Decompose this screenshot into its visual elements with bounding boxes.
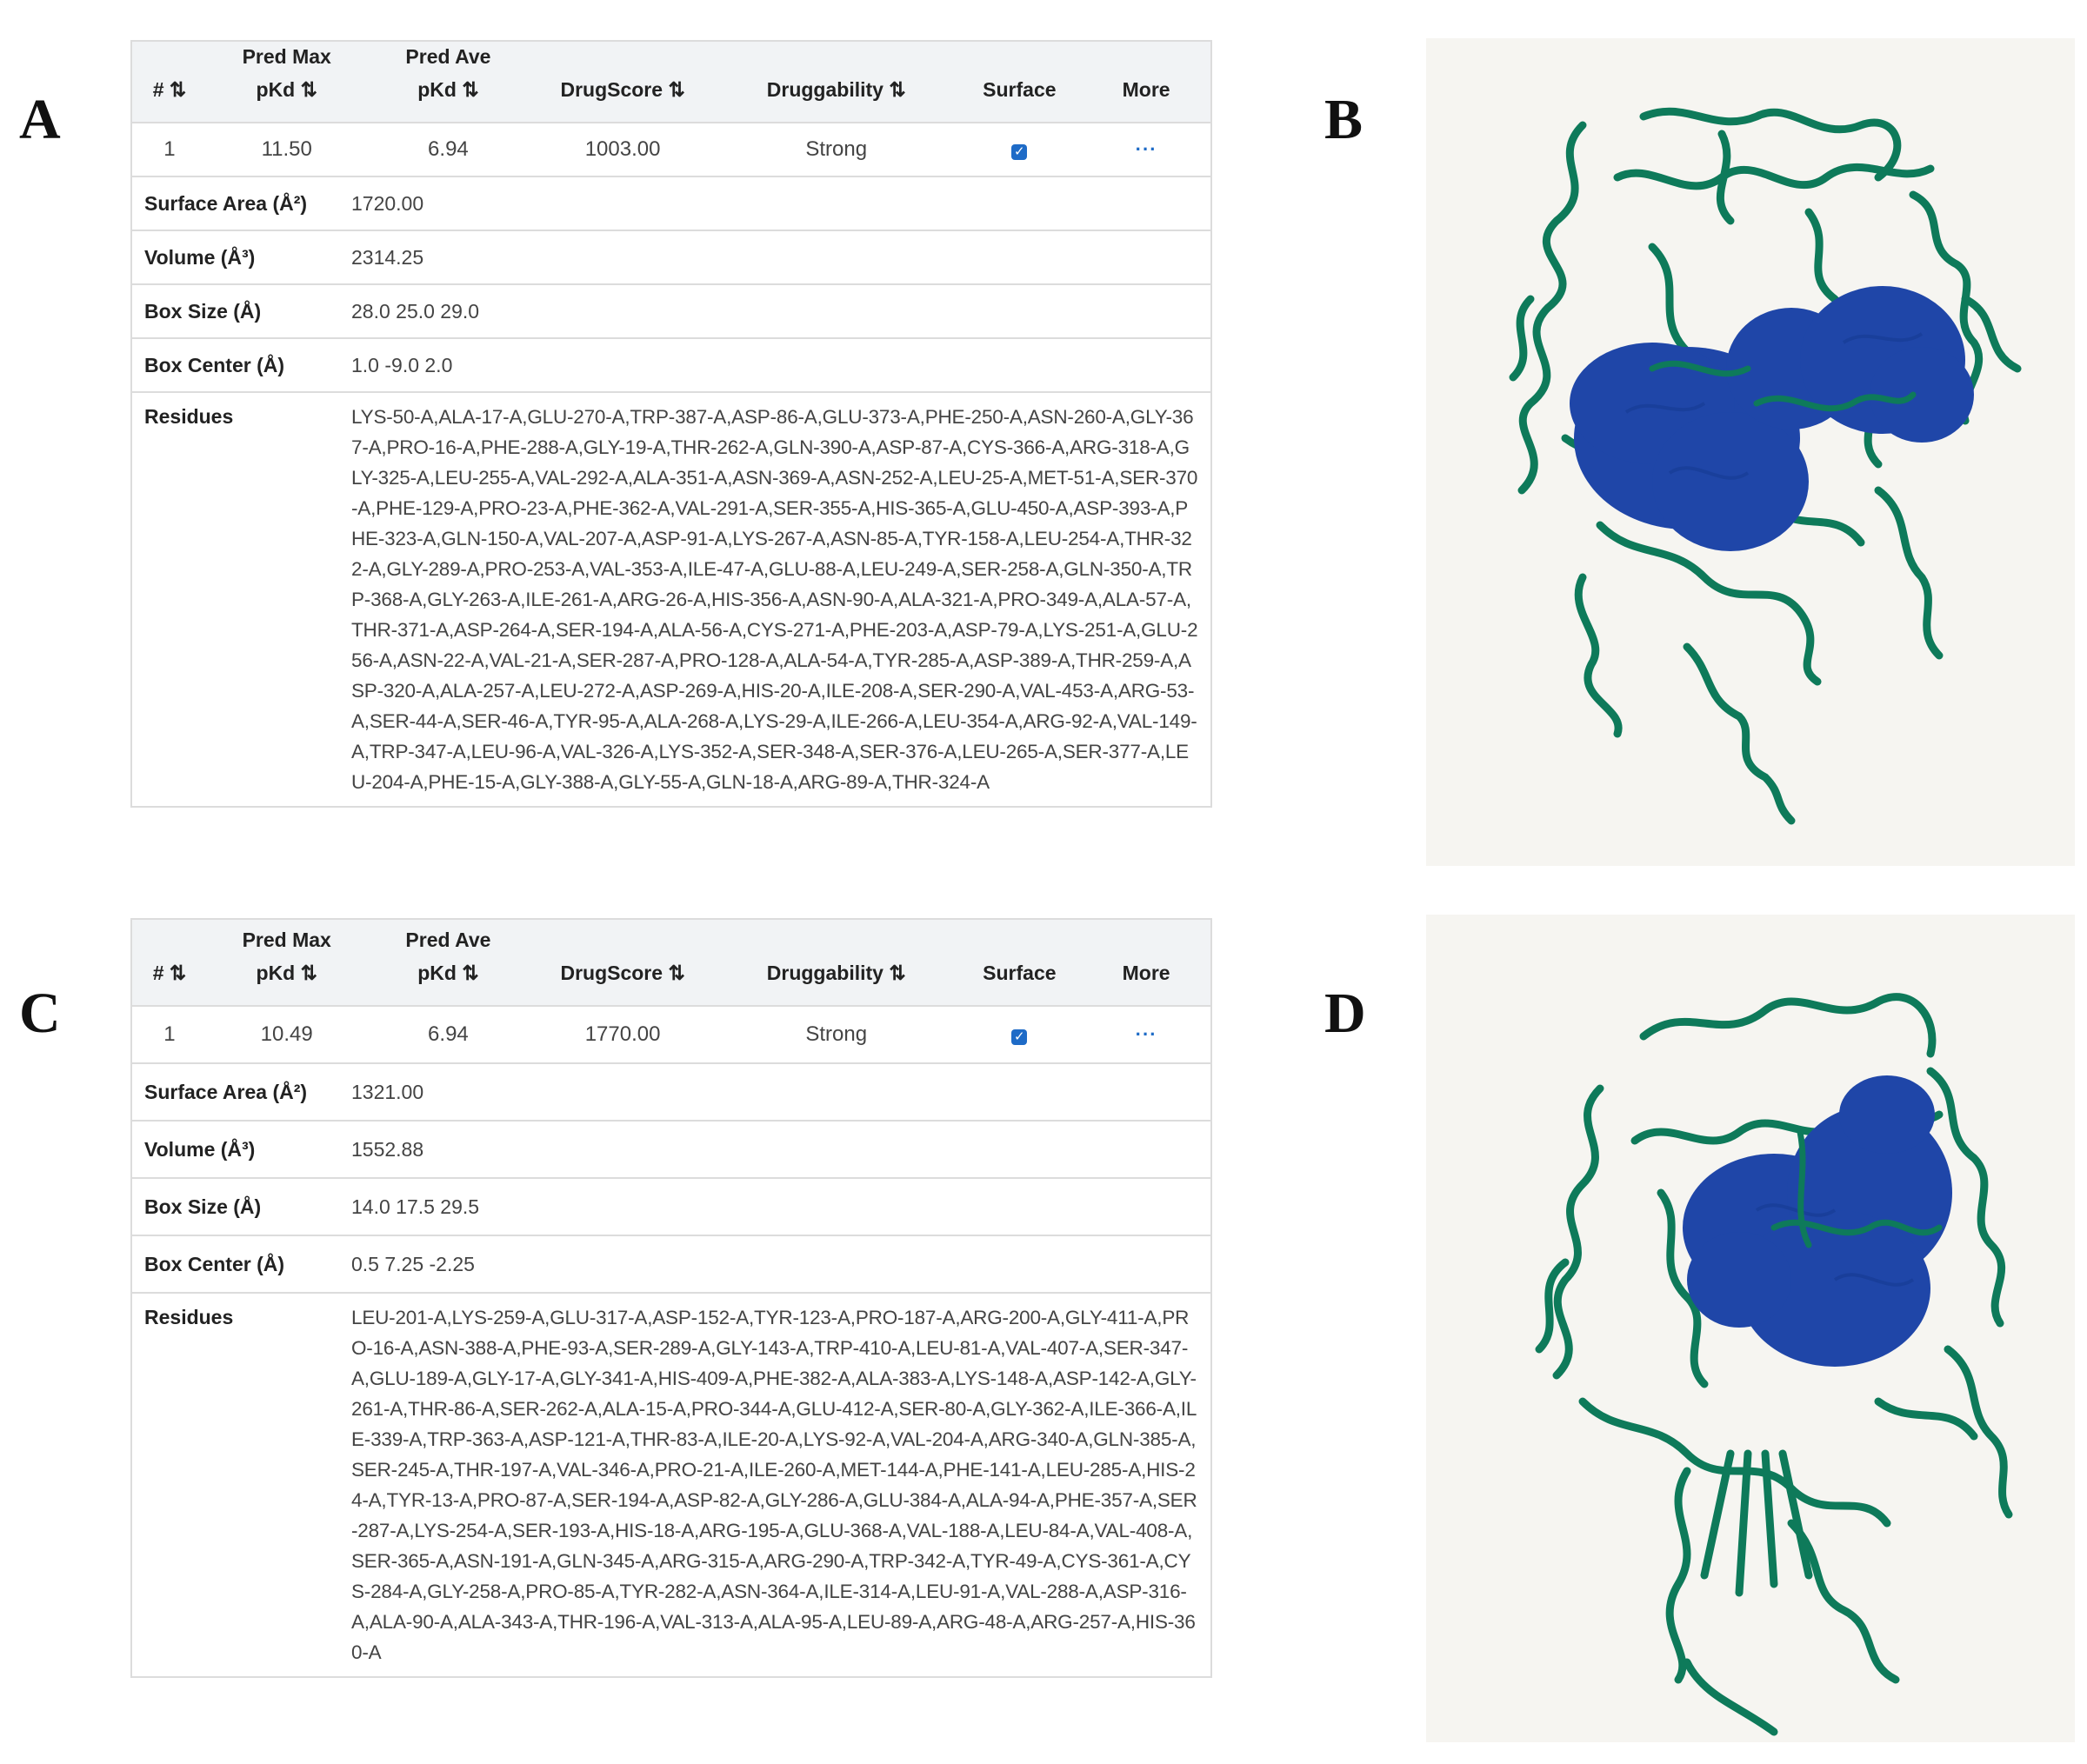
surface-area-value: 1720.00: [351, 191, 424, 215]
druggability-value: Strong: [805, 1022, 868, 1046]
surface-checkbox[interactable]: ✓: [1011, 1029, 1027, 1045]
panel-label-c: C: [19, 982, 61, 1045]
sort-pred-ave-header[interactable]: Pred Ave pKd ⇅: [405, 45, 491, 101]
more-button[interactable]: ···: [1135, 138, 1157, 160]
protein-viewer-d[interactable]: [1426, 915, 2075, 1742]
box-center-label: Box Center (Å): [144, 1252, 285, 1275]
box-center-value: 0.5 7.25 -2.25: [351, 1252, 475, 1275]
pocket-number: 1: [163, 137, 176, 161]
pocket-number: 1: [163, 1022, 176, 1046]
surface-checkbox[interactable]: ✓: [1011, 144, 1027, 160]
surface-area-label: Surface Area (Å²): [144, 191, 308, 215]
detail-row: [132, 339, 1210, 393]
box-size-label: Box Size (Å): [144, 1195, 262, 1218]
volume-value: 2314.25: [351, 245, 424, 269]
more-button[interactable]: ···: [1135, 1023, 1157, 1045]
sort-pred-max-header[interactable]: Pred Max pKd ⇅: [242, 45, 331, 101]
detail-row: [132, 393, 1210, 806]
pred-max-value: 10.49: [260, 1022, 313, 1046]
pocket-card-a: [130, 40, 1212, 808]
sort-drugscore-header[interactable]: DrugScore ⇅: [560, 78, 685, 101]
panel-label-d: D: [1324, 982, 1366, 1045]
sort-pred-max-header[interactable]: Pred Max pKd ⇅: [242, 929, 331, 984]
panel-label-a: A: [19, 88, 61, 151]
detail-row: [132, 1236, 1210, 1294]
box-center-value: 1.0 -9.0 2.0: [351, 353, 453, 376]
table-header: [132, 42, 1210, 123]
surface-area-value: 1321.00: [351, 1080, 424, 1103]
detail-row: [132, 1064, 1210, 1122]
drugscore-value: 1770.00: [584, 1022, 661, 1046]
volume-value: 1552.88: [351, 1137, 424, 1161]
protein-structure-d: [1426, 915, 2075, 1742]
protein-viewer-b[interactable]: [1426, 38, 2075, 866]
sort-drugscore-header[interactable]: DrugScore ⇅: [560, 962, 685, 984]
residues-value: LYS-50-A,ALA-17-A,GLU-270-A,TRP-387-A,ASP-86-A,GLU-373-A,PHE-250-A,ASN-260-A,GLY-367-A,PRO-16-A,PHE-288-A,GLY-19-A,THR-262-A,GLN-390-A,ASP-87-A,CYS-366-A,ARG-318-A,GLY-325-A,LEU-255-A,VAL-292-A,ALA-351-A,ASN-369-A,ASN-252-A,LEU-25-A,MET-51-A,SER-370-A,PHE-129-A,PRO-23-A,PHE-362-A,VAL-291-A,SER-355-A,HIS-365-A,GLU-450-A,ASP-393-A,PHE-323-A,GLN-150-A,VAL-207-A,ASP-91-A,LYS-267-A,ASN-85-A,TYR-158-A,LEU-254-A,THR-322-A,GLY-289-A,PRO-253-A,VAL-353-A,ILE-47-A,GLU-88-A,LEU-249-A,SER-258-A,GLN-350-A,TRP-368-A,GLY-263-A,ILE-261-A,ARG-26-A,HIS-356-A,ASN-90-A,ALA-321-A,PRO-349-A,ALA-57-A,THR-371-A,ASP-264-A,SER-194-A,ALA-56-A,CYS-271-A,PHE-203-A,ASP-79-A,LYS-251-A,GLU-256-A,ASN-22-A,VAL-21-A,SER-287-A,PRO-128-A,ALA-54-A,TYR-285-A,ASP-389-A,THR-259-A,ASP-320-A,ALA-257-A,LEU-272-A,ASP-269-A,HIS-20-A,ILE-208-A,SER-290-A,VAL-453-A,ARG-53-A,SER-44-A,SER-46-A,TYR-95-A,ALA-268-A,LYS-29-A,ILE-266-A,LEU-354-A,ARG-92-A,VAL-149-A,TRP-347-A,LEU-96-A,VAL-326-A,LYS-352-A,SER-348-A,SER-376-A,LEU-265-A,SER-377-A,LEU-204-A,PHE-15-A,GLY-388-A,GLY-55-A,GLN-18-A,ARG-89-A,THR-324-A: [351, 406, 1198, 793]
table-header: [132, 920, 1210, 1007]
detail-row: [132, 1122, 1210, 1179]
surface-area-label: Surface Area (Å²): [144, 1080, 308, 1103]
more-header: More: [1122, 78, 1170, 101]
pred-ave-value: 6.94: [428, 1022, 469, 1046]
pred-max-value: 11.50: [261, 137, 312, 161]
table-row: [132, 1007, 1210, 1064]
surface-header: Surface: [983, 78, 1057, 101]
druggability-value: Strong: [805, 137, 868, 161]
panel-label-b: B: [1324, 88, 1364, 151]
detail-row: [132, 285, 1210, 339]
sort-druggability-header[interactable]: Druggability ⇅: [766, 962, 906, 984]
detail-row: [132, 231, 1210, 285]
sort-num-header[interactable]: # ⇅: [152, 962, 187, 984]
volume-label: Volume (Å³): [144, 245, 256, 269]
drugscore-value: 1003.00: [584, 137, 661, 161]
table-row: [132, 123, 1210, 177]
residues-value: LEU-201-A,LYS-259-A,GLU-317-A,ASP-152-A,TYR-123-A,PRO-187-A,ARG-200-A,GLY-411-A,PRO-16-A,ASN-388-A,PHE-93-A,SER-289-A,GLY-143-A,TRP-410-A,LEU-81-A,VAL-407-A,SER-347-A,GLU-189-A,GLY-17-A,GLY-341-A,HIS-409-A,PHE-382-A,ALA-383-A,LYS-148-A,ASP-142-A,GLY-261-A,THR-86-A,SER-262-A,ALA-15-A,PRO-344-A,GLU-412-A,SER-80-A,GLY-362-A,ILE-366-A,ILE-339-A,TRP-363-A,ASP-121-A,THR-83-A,ILE-20-A,LYS-92-A,VAL-204-A,ARG-340-A,GLN-385-A,SER-245-A,THR-197-A,VAL-346-A,PRO-21-A,ILE-260-A,MET-144-A,PHE-141-A,LEU-285-A,HIS-24-A,TYR-13-A,PRO-87-A,SER-194-A,ASP-82-A,GLY-286-A,GLU-384-A,ALA-94-A,PHE-357-A,SER-287-A,LYS-254-A,SER-193-A,HIS-18-A,ARG-195-A,GLU-368-A,VAL-188-A,LEU-84-A,VAL-408-A,SER-365-A,ASN-191-A,GLN-345-A,ARG-315-A,ARG-290-A,TRP-342-A,TYR-49-A,CYS-361-A,CYS-284-A,GLY-258-A,PRO-85-A,TYR-282-A,ASN-364-A,ILE-314-A,LEU-91-A,VAL-288-A,ASP-316-A,ALA-90-A,ALA-343-A,THR-196-A,VAL-313-A,ALA-95-A,LEU-89-A,ARG-48-A,ARG-257-A,HIS-360-A: [351, 1307, 1197, 1663]
box-size-label: Box Size (Å): [144, 299, 262, 323]
pocket-card-c: [130, 918, 1212, 1678]
box-size-value: 14.0 17.5 29.5: [351, 1195, 480, 1218]
detail-row: [132, 177, 1210, 231]
box-center-label: Box Center (Å): [144, 353, 285, 376]
more-header: More: [1122, 962, 1170, 984]
detail-row: [132, 1179, 1210, 1236]
residues-label: Residues: [144, 405, 234, 428]
pred-ave-value: 6.94: [428, 137, 469, 161]
sort-pred-ave-header[interactable]: Pred Ave pKd ⇅: [405, 929, 491, 984]
sort-num-header[interactable]: # ⇅: [152, 78, 187, 101]
residues-label: Residues: [144, 1306, 234, 1328]
sort-druggability-header[interactable]: Druggability ⇅: [766, 78, 906, 101]
surface-header: Surface: [983, 962, 1057, 984]
volume-label: Volume (Å³): [144, 1137, 256, 1161]
protein-structure-b: [1426, 38, 2075, 866]
detail-row: [132, 1294, 1210, 1676]
box-size-value: 28.0 25.0 29.0: [351, 299, 480, 323]
